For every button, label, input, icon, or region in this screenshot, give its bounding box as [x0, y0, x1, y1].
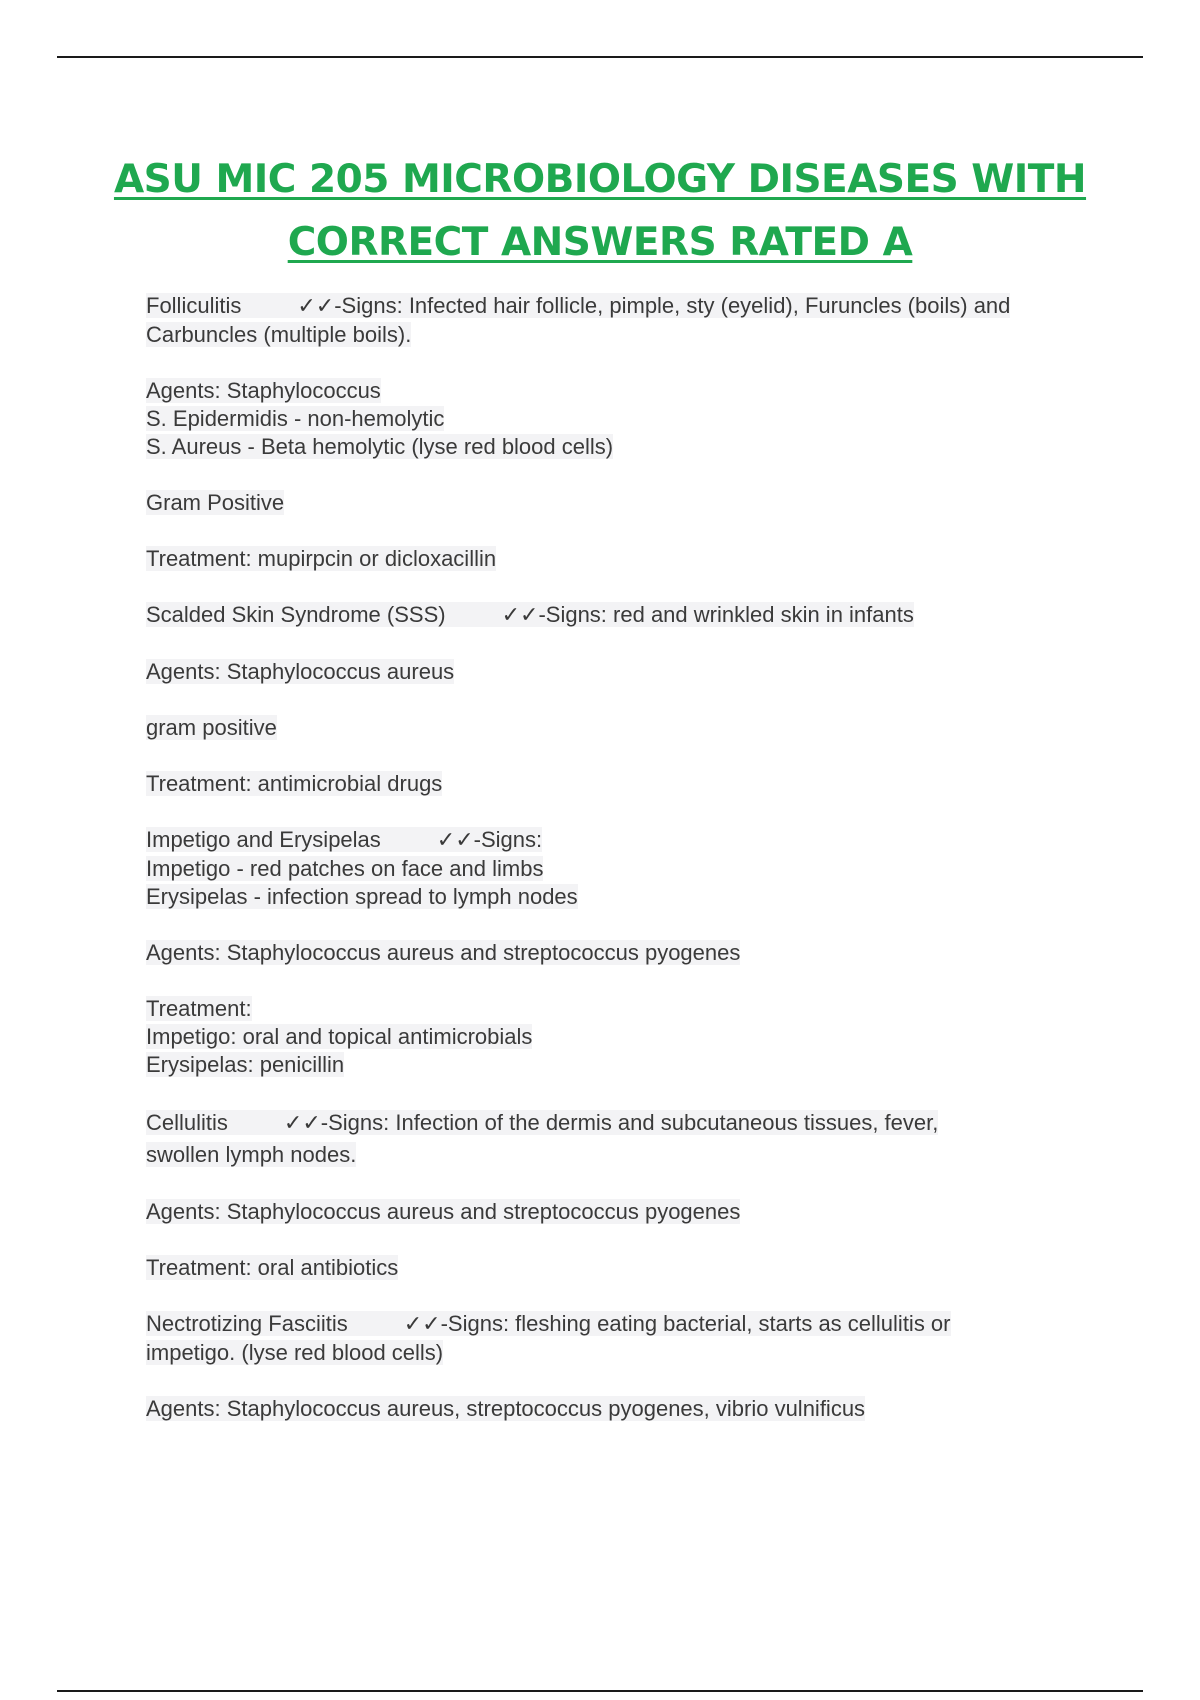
treatment-folliculitis-text: Treatment: mupirpcin or dicloxacillin [146, 546, 497, 571]
gram-folliculitis-text: Gram Positive [146, 490, 285, 515]
agents-folliculitis [146, 377, 1106, 461]
page-title [0, 148, 1200, 274]
check-mark-icon: ✓✓ [436, 828, 474, 853]
bottom-rule [57, 1690, 1143, 1692]
treatment-folliculitis [146, 545, 1106, 573]
signs-cellulitis-1: -Signs: Infection of the dermis and subcutaneous tissues, fever, [320, 1110, 939, 1135]
agents-impetigo [146, 939, 1106, 967]
agents-necrotizing-text: Agents: Staphylococcus aureus, streptococcus pyogenes, vibrio vulnificus [146, 1396, 866, 1421]
agents-impetigo-text: Agents: Staphylococcus aureus and streptococcus pyogenes [146, 940, 741, 965]
check-mark-icon: ✓✓ [403, 1312, 441, 1337]
treatment-sss [146, 770, 1106, 798]
term-impetigo: Impetigo and Erysipelas [146, 827, 381, 852]
signs-sss: -Signs: red and wrinkled skin in infants [538, 602, 914, 627]
gram-sss [146, 714, 1106, 742]
title-line-1: ASU MIC 205 MICROBIOLOGY DISEASES WITH [113, 157, 1087, 202]
treatment-cellulitis [146, 1254, 1106, 1282]
term-sss: Scalded Skin Syndrome (SSS) [146, 602, 446, 627]
agents-cellulitis-text: Agents: Staphylococcus aureus and streptococcus pyogenes [146, 1199, 741, 1224]
top-rule [57, 56, 1143, 58]
gram-folliculitis [146, 489, 1106, 517]
treatment-impetigo-3: Erysipelas: penicillin [146, 1052, 345, 1077]
signs-folliculitis-1: -Signs: Infected hair follicle, pimple, sty (eyelid), Furuncles (boils) and [334, 293, 1011, 318]
agents-folliculitis-2: S. Epidermidis - non-hemolytic [146, 406, 445, 431]
entry-folliculitis [146, 292, 1106, 349]
term-necrotizing: Nectrotizing Fasciitis [146, 1311, 348, 1336]
signs-impetigo-3: Erysipelas - infection spread to lymph nodes [146, 884, 578, 909]
check-mark-icon: ✓✓ [297, 294, 335, 319]
entry-necrotizing [146, 1310, 1106, 1367]
treatment-impetigo-1: Treatment: [146, 996, 252, 1021]
agents-folliculitis-1: Agents: Staphylococcus [146, 378, 381, 403]
signs-impetigo-2: Impetigo - red patches on face and limbs [146, 856, 544, 881]
document-body [146, 292, 1106, 1451]
signs-necrotizing-1: -Signs: fleshing eating bacterial, starts as cellulitis or [440, 1311, 951, 1336]
entry-cellulitis [146, 1107, 1106, 1170]
agents-necrotizing [146, 1395, 1106, 1423]
signs-folliculitis-2: Carbuncles (multiple boils). [146, 322, 412, 347]
treatment-impetigo [146, 995, 1106, 1079]
agents-sss-text: Agents: Staphylococcus aureus [146, 659, 455, 684]
treatment-sss-text: Treatment: antimicrobial drugs [146, 771, 443, 796]
term-cellulitis: Cellulitis [146, 1110, 228, 1135]
gram-sss-text: gram positive [146, 715, 277, 740]
entry-impetigo [146, 826, 1106, 911]
agents-sss [146, 658, 1106, 686]
signs-impetigo: -Signs: [473, 827, 543, 852]
check-mark-icon: ✓✓ [501, 603, 539, 628]
treatment-cellulitis-text: Treatment: oral antibiotics [146, 1255, 399, 1280]
signs-necrotizing-2: impetigo. (lyse red blood cells) [146, 1340, 444, 1365]
agents-cellulitis [146, 1198, 1106, 1226]
term-folliculitis: Folliculitis [146, 293, 242, 318]
agents-folliculitis-3: S. Aureus - Beta hemolytic (lyse red blood cells) [146, 434, 614, 459]
treatment-impetigo-2: Impetigo: oral and topical antimicrobials [146, 1024, 533, 1049]
title-line-2: CORRECT ANSWERS RATED A [287, 220, 913, 265]
entry-sss [146, 601, 1106, 630]
signs-cellulitis-2: swollen lymph nodes. [146, 1142, 357, 1167]
check-mark-icon: ✓✓ [283, 1111, 321, 1136]
